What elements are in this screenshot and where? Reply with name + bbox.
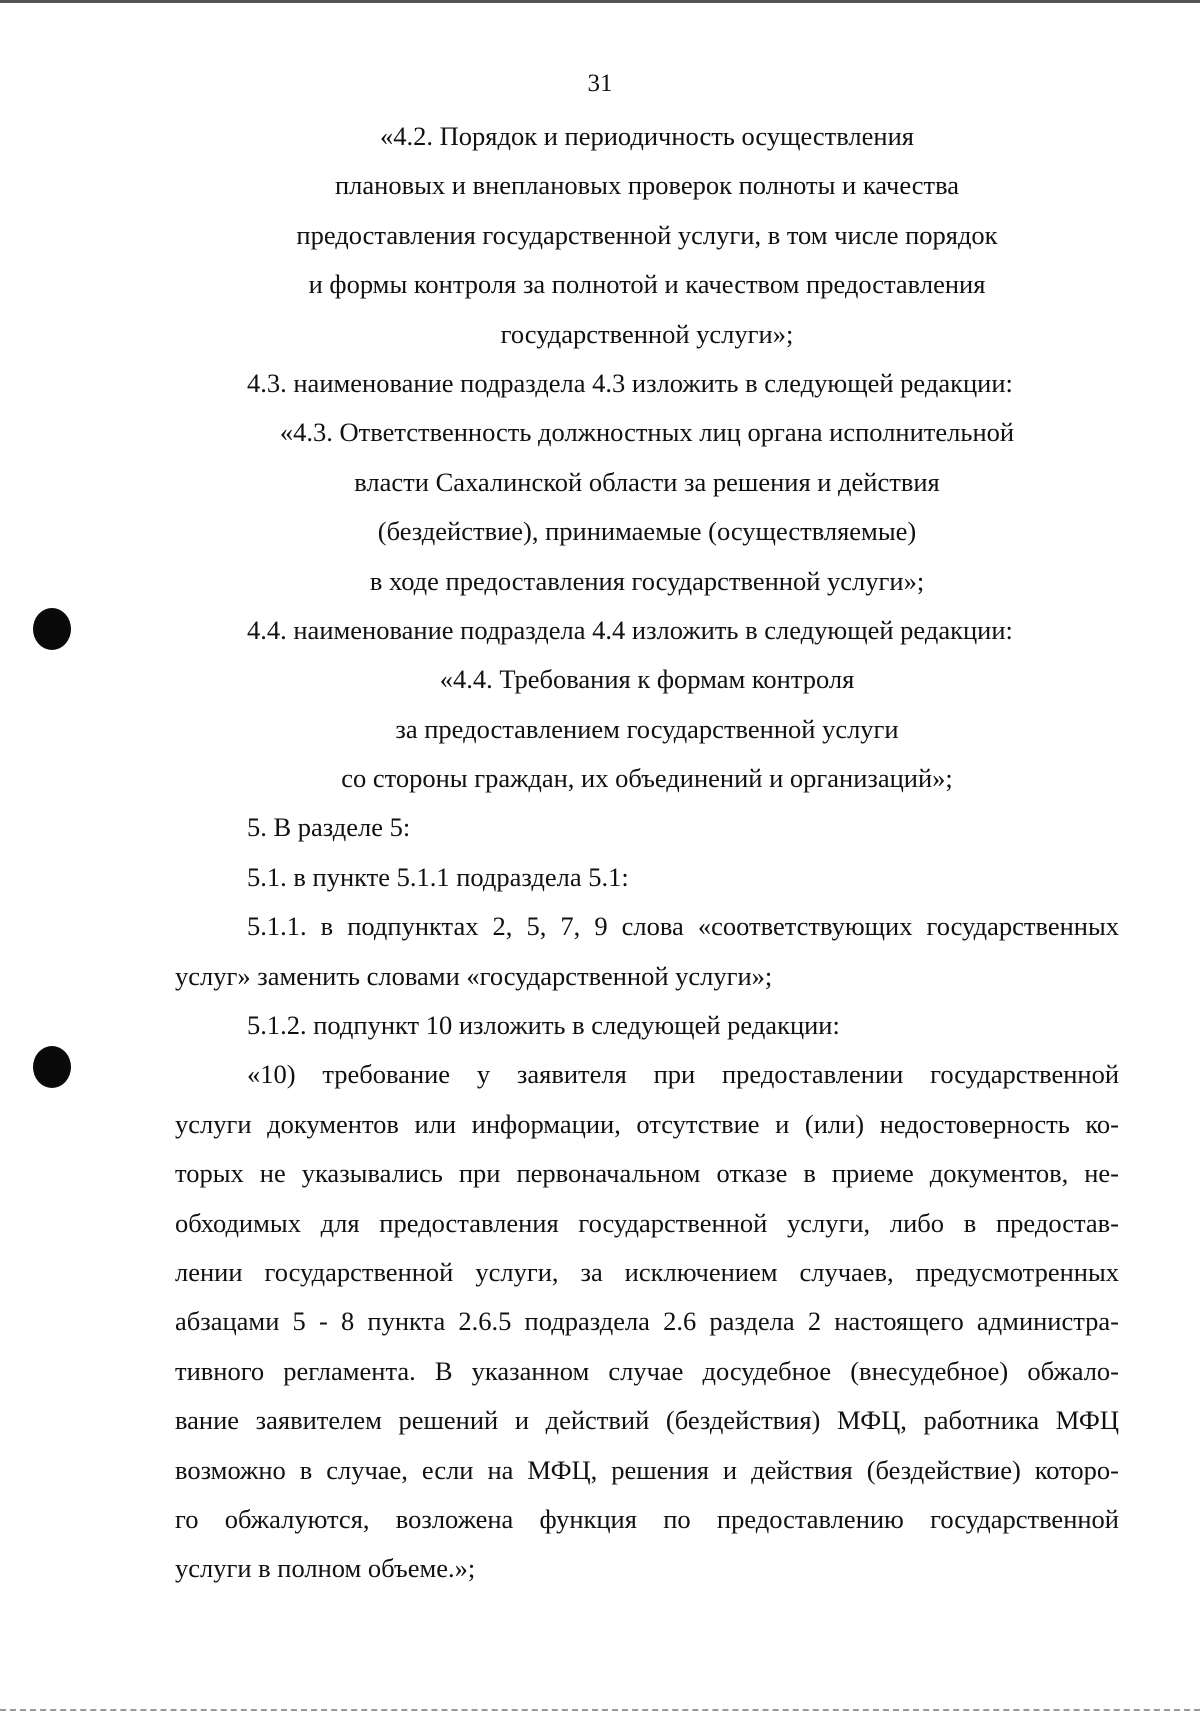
section-4-2-heading-line: предоставления государственной услуги, в том числе порядок — [296, 219, 998, 250]
section-4-4-heading-line: «4.4. Требования к формам контроля — [439, 664, 855, 695]
subitem-10-line: возможно в случае, если на МФЦ, решения и действия (бездействие) которо- — [175, 1454, 1119, 1485]
scan-top-edge — [0, 0, 1200, 3]
document-body — [175, 112, 1119, 1594]
punch-hole — [33, 1046, 71, 1088]
item-5-1-1-line: 5.1.1. в подпунктах 2, 5, 7, 9 слова «соответствующих государственных — [247, 911, 1119, 942]
section-4-3-heading-line: власти Сахалинской области за решения и действия — [354, 466, 940, 497]
section-4-2-heading-line: и формы контроля за полнотой и качеством предоставления — [308, 269, 986, 300]
item-4-4: 4.4. наименование подраздела 4.4 изложить в следующей редакции: — [247, 614, 1013, 645]
section-4-2-heading-line: государственной услуги»; — [500, 318, 794, 349]
subitem-10-line: услуги в полном объеме.»; — [175, 1553, 476, 1584]
scan-bottom-edge — [0, 1709, 1200, 1711]
subitem-10-line: торых не указывались при первоначальном отказе в приеме документов, не- — [175, 1158, 1119, 1189]
section-4-2-heading-line: «4.2. Порядок и периодичность осуществления — [380, 121, 914, 151]
item-5: 5. В разделе 5: — [247, 812, 411, 843]
punch-hole — [33, 608, 71, 650]
section-4-3-heading-line: (бездействие), принимаемые (осуществляемые) — [377, 516, 917, 547]
subitem-10-line: го обжалуются, возложена функция по предоставлению государственной — [175, 1503, 1119, 1534]
subitem-10-line: лении государственной услуги, за исключением случаев, предусмотренных — [175, 1256, 1119, 1287]
section-4-3-heading-line: в ходе предоставления государственной услуги»; — [369, 565, 925, 596]
section-4-4-heading-line: со стороны граждан, их объединений и организаций»; — [341, 763, 953, 794]
section-4-4-heading-line: за предоставлением государственной услуги — [395, 713, 899, 744]
item-4-3: 4.3. наименование подраздела 4.3 изложить в следующей редакции: — [247, 367, 1013, 398]
item-5-1: 5.1. в пункте 5.1.1 подраздела 5.1: — [247, 861, 629, 892]
subitem-10-line: обходимых для предоставления государственной услуги, либо в предостав- — [175, 1207, 1119, 1238]
page-number: 31 — [587, 70, 613, 97]
subitem-10-line: услуги документов или информации, отсутствие и (или) недостоверность ко- — [175, 1108, 1119, 1139]
section-4-2-heading-line: плановых и внеплановых проверок полноты и качества — [334, 170, 960, 201]
subitem-10-line: тивного регламента. В указанном случае досудебное (внесудебное) обжало- — [175, 1355, 1119, 1386]
item-5-1-1-line: услуг» заменить словами «государственной услуги»; — [175, 960, 773, 991]
subitem-10-line: «10) требование у заявителя при предоставлении государственной — [247, 1059, 1119, 1090]
item-5-1-2: 5.1.2. подпункт 10 изложить в следующей редакции: — [247, 1010, 840, 1041]
subitem-10-line: вание заявителем решений и действий (бездействия) МФЦ, работника МФЦ — [175, 1405, 1119, 1436]
subitem-10-line: абзацами 5 - 8 пункта 2.6.5 подраздела 2.6 раздела 2 настоящего администра- — [175, 1306, 1119, 1337]
section-4-3-heading-line: «4.3. Ответственность должностных лиц органа исполнительной — [279, 417, 1015, 448]
